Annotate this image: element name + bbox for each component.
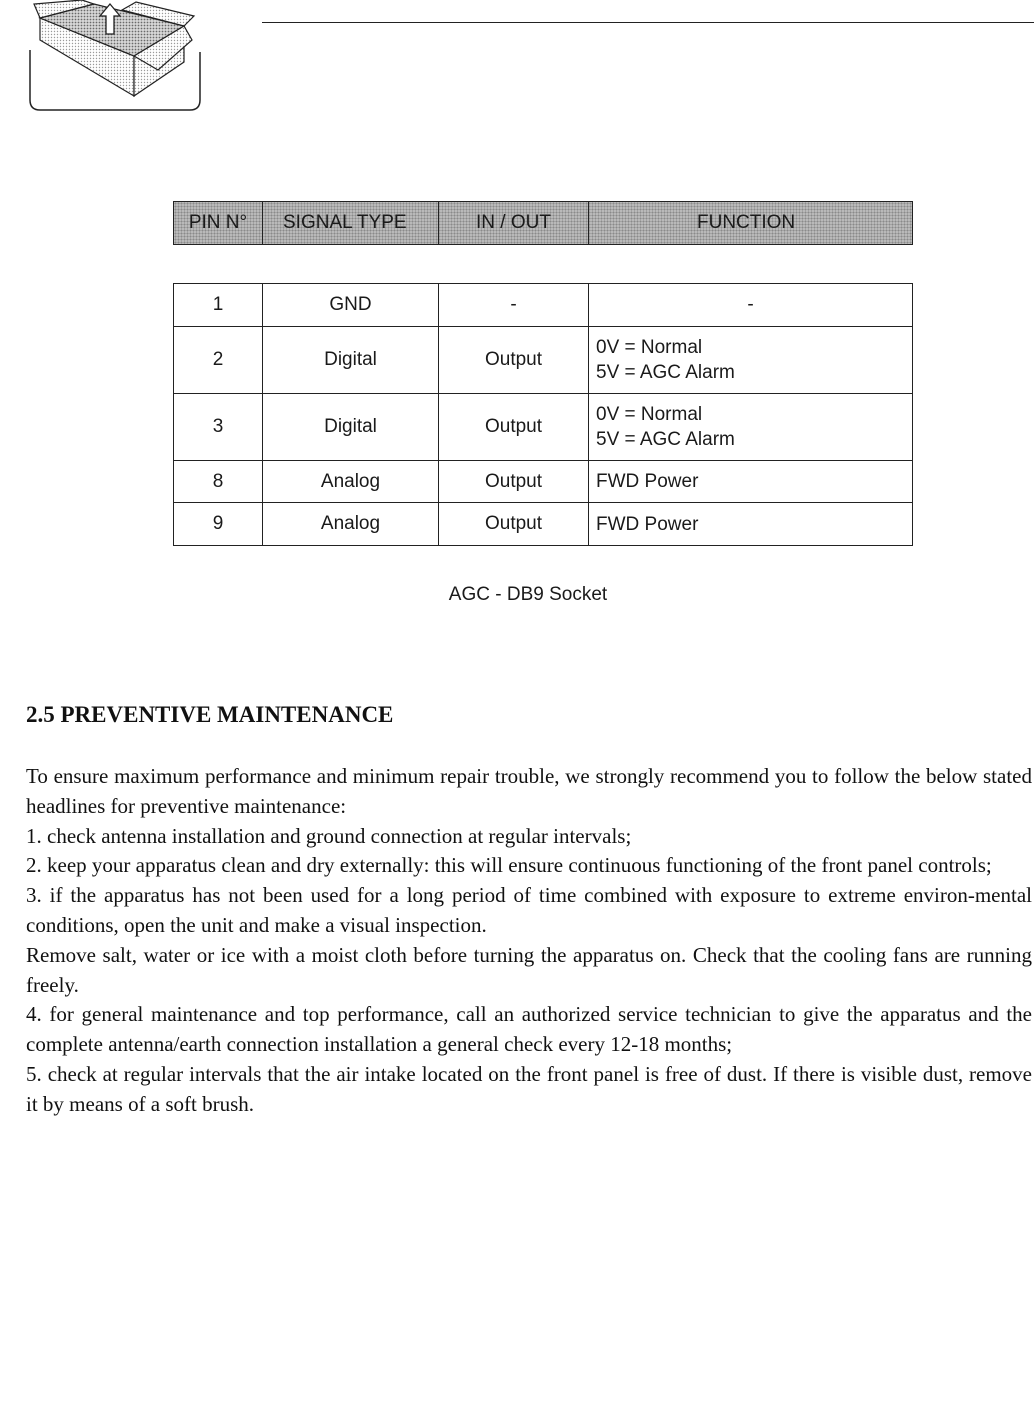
function-line: 0V = Normal (596, 404, 703, 425)
paragraph: 1. check antenna installation and ground connection at regular intervals; (26, 823, 632, 848)
paragraph: To ensure maximum performance and minimum repair trouble, we strongly recommend you to follow the below stated headlines for preventive maintenance: (26, 764, 1032, 818)
paragraph: 2. keep your apparatus clean and dry externally: this will ensure continuous functioning of the front panel controls; (26, 853, 992, 878)
pin-table (173, 283, 913, 546)
table-row (174, 394, 912, 461)
function-line: - (747, 294, 754, 315)
paragraph: 5. check at regular intervals that the air intake located on the front panel is free of dust. If there is visible dust, remove it by means of a soft brush. (26, 1061, 1032, 1116)
cell-io: Output (439, 503, 589, 545)
paragraph: 3. if the apparatus has not been used for a long period of time combined with exposure to extreme environ-mental conditions, open the unit and make a visual inspection. (26, 883, 1032, 937)
paragraph: 4. for general maintenance and top performance, call an authorized service technician to give the apparatus and the complete antenna/earth connection installation a general check every 12-18 months; (26, 1002, 1032, 1057)
table-row (174, 284, 912, 327)
header-pin: PIN N° (174, 202, 263, 244)
table-caption: AGC - DB9 Socket (448, 584, 608, 605)
cell-signal: Analog (263, 461, 439, 502)
header-signal-type: SIGNAL TYPE (263, 202, 439, 244)
pin-table-header (173, 201, 913, 245)
function-line: FWD Power (596, 471, 699, 492)
function-line: 5V = AGC Alarm (596, 429, 735, 450)
table-row (174, 503, 912, 545)
cell-function (589, 461, 912, 502)
cell-pin: 8 (174, 461, 263, 502)
cell-function (589, 394, 912, 460)
cell-signal: Analog (263, 503, 439, 545)
cell-io: - (439, 284, 589, 326)
table-row (174, 461, 912, 503)
function-line: 5V = AGC Alarm (596, 362, 735, 383)
cell-pin: 2 (174, 327, 263, 393)
cell-pin: 1 (174, 284, 263, 326)
cell-signal: Digital (263, 327, 439, 393)
cell-function (589, 503, 912, 545)
cell-io: Output (439, 461, 589, 502)
header-rule (262, 22, 1034, 23)
cell-function (589, 327, 912, 393)
cell-signal: GND (263, 284, 439, 326)
table-row (174, 327, 912, 394)
maintenance-text (26, 762, 1032, 1120)
paragraph: Remove salt, water or ice with a moist cloth before turning the apparatus on. Check that the cooling fans are running freely. (26, 942, 1032, 997)
section-title: 2.5 PREVENTIVE MAINTENANCE (26, 702, 394, 727)
cell-pin: 3 (174, 394, 263, 460)
cell-signal: Digital (263, 394, 439, 460)
header-function: FUNCTION (697, 212, 796, 233)
function-line: 0V = Normal (596, 337, 703, 358)
header-in-out: IN / OUT (439, 202, 589, 244)
cell-io: Output (439, 327, 589, 393)
open-box-arrow-icon (26, 0, 204, 112)
cell-pin: 9 (174, 503, 263, 545)
cell-function (589, 284, 912, 326)
cell-io: Output (439, 394, 589, 460)
function-line: FWD Power (596, 513, 699, 535)
